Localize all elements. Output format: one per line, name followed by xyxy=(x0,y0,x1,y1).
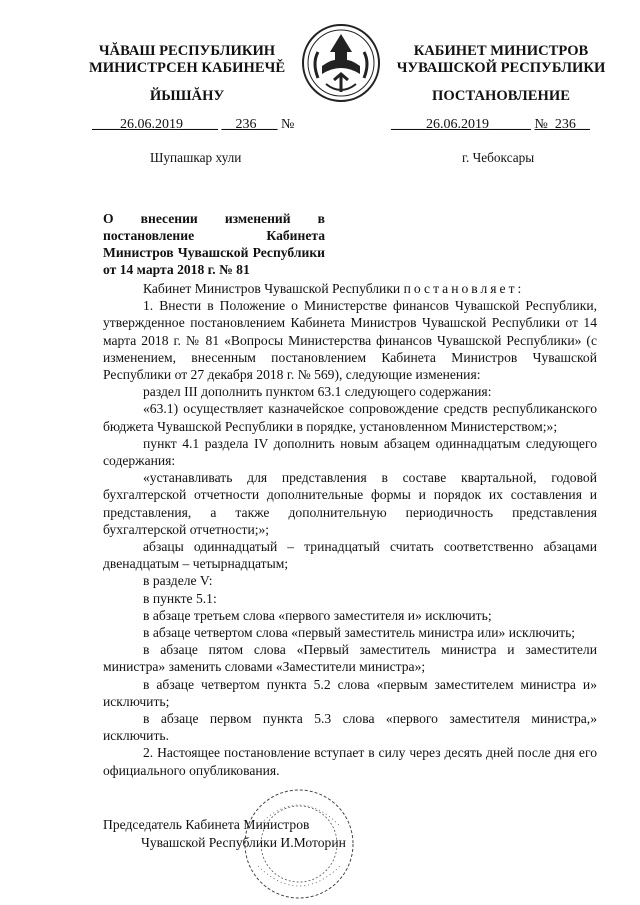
header-right-doctype: ПОСТАНОВЛЕНИЕ xyxy=(432,88,570,104)
signature-line1: Председатель Кабинета Министров xyxy=(103,817,310,832)
left-number: 236 xyxy=(235,117,257,132)
header-left-line2: МИНИСТРСЕН КАБИНЕЧĚ xyxy=(88,60,286,76)
coat-of-arms-icon xyxy=(300,22,382,104)
right-date: 26.06.2019 xyxy=(426,117,489,132)
body-paragraph-2: раздел III дополнить пунктом 63.1 следующего содержания: xyxy=(143,384,492,400)
body-intro xyxy=(103,280,597,297)
right-number: 236 xyxy=(554,117,576,132)
body-paragraph-8: в пункте 5.1: xyxy=(143,590,217,606)
body-paragraph-6: абзацы одиннадцатый – тринадцатый считать соответственно абзацами двенадцатым – четырнадцатым; xyxy=(103,539,597,572)
signature-block xyxy=(103,816,346,852)
body-paragraph-13: в абзаце первом пункта 5.3 слова «первого заместителя министра,» исключить. xyxy=(103,711,597,744)
body-paragraph-5: «устанавливать для представления в составе квартальной, годовой бухгалтерской отчетности дополнительные формы и порядок их составления и представления, а также дополнительную периодичность представления бухгалтерской отчетности;»; xyxy=(103,470,597,537)
right-date-number: _____26.06.2019______ № 236__ xyxy=(391,117,590,132)
right-number-sign: № xyxy=(534,117,548,132)
header-left-org xyxy=(88,43,286,77)
body-paragraph-4: пункт 4.1 раздела IV дополнить новым абзацем одиннадцатым следующего содержания: xyxy=(103,435,597,469)
signature-name: И.Моторин xyxy=(280,835,346,850)
header-right-line1: КАБИНЕТ МИНИСТРОВ xyxy=(413,43,589,59)
signature-line2 xyxy=(103,834,346,852)
body-paragraph-1: 1. Внести в Положение о Министерстве финансов Чувашской Республики, утвержденное постановлением Кабинета Министров Чувашской Республики от 14 марта 2018 г. № 81 «Вопросы Министерства финансов Чувашской Республики» (с изменением, внесенным постановлением Кабинета Министров Чувашской Республики от 27 декабря 2018 г. № 569), следующие изменения: xyxy=(103,298,597,383)
left-number-sign: № xyxy=(281,117,295,132)
body-paragraph-7: в разделе V: xyxy=(143,573,213,589)
body-paragraph-10: в абзаце четвертом слова «первый заместитель министра или» исключить; xyxy=(143,625,576,641)
body-paragraph-11: в абзаце пятом слова «Первый заместитель министра и заместители министра» заменить словами «Заместители министра»; xyxy=(103,642,597,675)
header-right-org xyxy=(392,43,610,77)
document-title: О внесении изменений в постановление Кабинета Министров Чувашской Республики от 14 марта 2018 г. № 81 xyxy=(103,211,325,277)
body-paragraph-14: 2. Настоящее постановление вступает в силу через десять дней после дня его официального опубликования. xyxy=(103,745,597,778)
header-left-line1: ЧĂВАШ РЕСПУБЛИКИН xyxy=(98,43,276,59)
left-date: 26.06.2019 xyxy=(120,117,183,132)
signature-org: Чувашской Республики xyxy=(141,835,277,850)
right-city: г. Чебоксары xyxy=(462,150,535,165)
document-body xyxy=(103,280,597,779)
header-left-doctype: ЙЫШĂНУ xyxy=(149,88,225,104)
body-intro-subject: Кабинет Министров Чувашской Республики xyxy=(143,281,401,296)
body-paragraph-9: в абзаце третьем слова «первого заместителя и» исключить; xyxy=(143,607,492,623)
body-paragraph-3: «63.1) осуществляет казначейское сопровождение средств республиканского бюджета Чувашской Республики в порядке, установленном Министерством;»; xyxy=(103,401,597,434)
body-intro-verb: постановляет: xyxy=(403,281,525,296)
left-city: Шупашкар хули xyxy=(150,150,242,165)
header-right-line2: ЧУВАШСКОЙ РЕСПУБЛИКИ xyxy=(396,60,606,76)
body-paragraph-12: в абзаце четвертом пункта 5.2 слова «первым заместителем министра и» исключить; xyxy=(103,676,597,709)
left-date-number: ____26.06.2019_____ __236___ № xyxy=(92,117,295,132)
